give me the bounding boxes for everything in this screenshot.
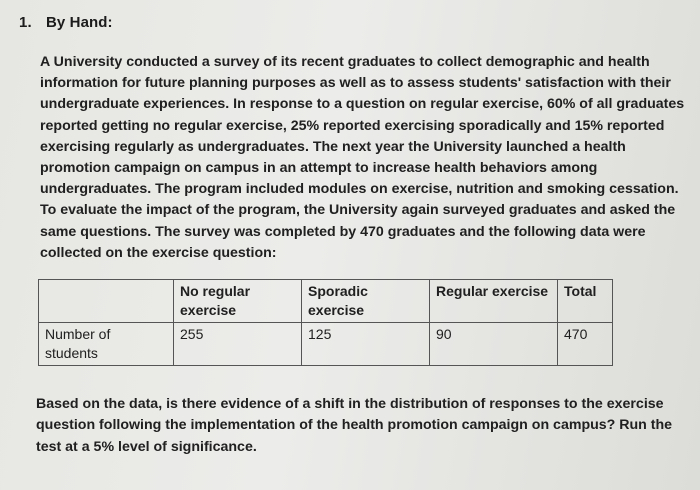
table-row: [39, 323, 613, 366]
problem-number: 1.: [19, 14, 32, 31]
description-line: collected on the exercise question:: [40, 244, 277, 261]
question-line: test at a 5% level of significance.: [36, 438, 257, 455]
problem-title: By Hand:: [46, 14, 113, 31]
description-line: undergraduate experiences. In response to a question on regular exercise, 60% of all graduates: [40, 96, 685, 113]
description-line: reported getting no regular exercise, 25% reported exercising sporadically and 15% reported: [40, 117, 665, 134]
table-header-row: [39, 280, 613, 323]
question-line: Based on the data, is there evidence of a shift in the distribution of responses to the exercise: [36, 396, 664, 412]
row-label-number-of-students: Number of students: [39, 323, 174, 366]
cell-no-regular-exercise: 255: [174, 323, 302, 366]
problem-question: [36, 394, 686, 458]
exercise-data-table: [38, 279, 613, 366]
description-line: promotion campaign on campus in an attempt to increase health behaviors among: [40, 160, 598, 177]
header-total: Total: [558, 280, 613, 323]
description-line: To evaluate the impact of the program, the University again surveyed graduates and asked the: [40, 202, 676, 219]
description-line: exercising regularly as undergraduates. The next year the University launched a health: [40, 138, 626, 155]
cell-total: 470: [558, 323, 613, 366]
cell-sporadic-exercise: 125: [302, 323, 430, 366]
problem-heading: [19, 14, 113, 31]
header-sporadic-exercise: Sporadic exercise: [302, 280, 430, 323]
question-line: question following the implementation of the health promotion campaign on campus? Run the: [36, 417, 673, 434]
table-corner-cell: [39, 280, 174, 323]
cell-regular-exercise: 90: [430, 323, 558, 366]
description-line: information for future planning purposes as well as to assess students' satisfaction with their: [40, 75, 671, 92]
description-line: A University conducted a survey of its recent graduates to collect demographic and health: [40, 54, 650, 70]
header-regular-exercise: Regular exercise: [430, 280, 558, 323]
problem-description: [40, 52, 685, 264]
description-line: undergraduates. The program included modules on exercise, nutrition and smoking cessation.: [40, 181, 679, 198]
header-no-regular-exercise: No regular exercise: [174, 280, 302, 323]
description-line: same questions. The survey was completed by 470 graduates and the following data were: [40, 223, 646, 240]
